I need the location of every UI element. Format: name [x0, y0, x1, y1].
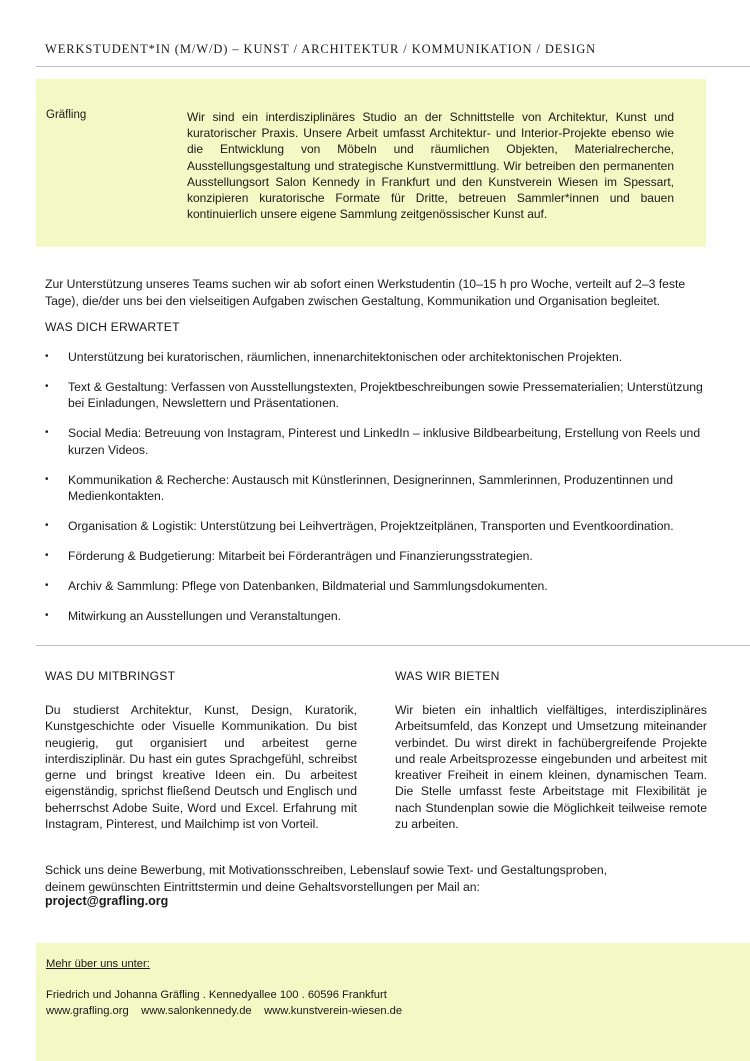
apply-line-1: Schick uns deine Bewerbung, mit Motivationsschreiben, Lebenslauf sowie Text- und Gestaltungsproben, [45, 863, 608, 877]
bring-heading: WAS DU MITBRINGST [45, 669, 176, 683]
header-divider [36, 66, 750, 67]
website-link-kunstverein[interactable]: www.kunstverein-wiesen.de [264, 1005, 403, 1017]
list-item: • Social Media: Betreuung von Instagram, Pinterest und LinkedIn – inklusive Bildbearbeitung, Erstellung von Reels und kurzen Videos. [45, 425, 705, 458]
page-title: WERKSTUDENT*IN (M/W/D) – KUNST / ARCHITEKTUR / KOMMUNIKATION / DESIGN [45, 42, 597, 56]
list-item: • Kommunikation & Recherche: Austausch mit Künstlerinnen, Designerinnen, Sammlerinnen, Produzentinnen und Medienkontakten. [45, 472, 705, 505]
expect-list [45, 349, 705, 638]
bring-text: Du studierst Architektur, Kunst, Design, Kuratorik, Kunstgeschichte oder Visuelle Kommunikation. Du bist neugierig, gut organisiert und arbeitest gerne interdisziplinär. Du hast ein gutes Sprachgefühl, schreibst gerne und bringst kreative Ideen ein. Du arbeitest eigenständig, sprichst fließend Deutsch und Englisch und beherrschst Adobe Suite, Word und Excel. Erfahrung mit Instagram, Pinterest, und Mailchimp ist von Vorteil. [45, 703, 357, 832]
apply-line-2: deinem gewünschten Eintrittstermin und deine Gehaltsvorstellungen per Mail an: [45, 879, 480, 894]
section-divider [36, 645, 750, 646]
list-item: • Unterstützung bei kuratorischen, räumlichen, innenarchitektonischen oder architektonischen Projekten. [45, 349, 705, 365]
footer-address: Friedrich und Johanna Gräfling . Kennedyallee 100 . 60596 Frankfurt [46, 989, 387, 1001]
search-line-2: Tage), die/der uns bei den vielseitigen Aufgaben zwischen Gestaltung, Kommunikation und Organisation begleitet. [45, 293, 661, 308]
search-line-1: Zur Unterstützung unseres Teams suchen wir ab sofort einen Werkstudentin (10–15 h pro Woche, verteilt auf 2–3 feste [45, 277, 686, 291]
studio-name: Gräfling [46, 109, 87, 121]
search-paragraph [45, 276, 685, 310]
expect-heading: WAS DICH ERWARTET [45, 320, 180, 334]
footer-box [36, 943, 750, 1061]
offer-text: Wir bieten ein inhaltlich vielfältiges, interdisziplinäres Arbeitsumfeld, das Konzept und Umsetzung miteinander verbindet. Du wirst direkt in fachübergreifende Projekte und reale Arbeitsprozesse eingebunden und arbeitest mit kreativer Freiheit in einem kleinen, dynamischen Team. Die Stelle umfasst feste Arbeitstage mit Flexibilität je nach Stundenplan sowie die Möglichkeit teilweise remote zu arbeiten. [395, 703, 707, 832]
list-item: • Text & Gestaltung: Verfassen von Ausstellungstexten, Projektbeschreibungen sowie Pressematerialien; Unterstützung bei Einladungen, Newslettern und Präsentationen. [45, 379, 705, 412]
website-link-grafling[interactable]: www.grafling.org [46, 1005, 129, 1017]
apply-paragraph [45, 862, 607, 896]
more-about-link[interactable]: Mehr über uns unter: [46, 958, 150, 970]
list-item: • Mitwirkung an Ausstellungen und Veranstaltungen. [45, 608, 705, 624]
website-link-salonkennedy[interactable]: www.salonkennedy.de [141, 1005, 252, 1017]
list-item: • Archiv & Sammlung: Pflege von Datenbanken, Bildmaterial und Sammlungsdokumenten. [45, 578, 705, 594]
list-item: • Förderung & Budgetierung: Mitarbeit bei Förderanträgen und Finanzierungsstrategien. [45, 548, 705, 564]
intro-text: Wir sind ein interdisziplinäres Studio an der Schnittstelle von Architektur, Kunst und kuratorischer Praxis. Unsere Arbeit umfasst Architektur- und Interior-Projekte ebenso wie die Entwicklung von Möbeln und räumlichen Objekten, Materialrecherche, Ausstellungsgestaltung und strategische Kunstvermittlung. Wir betreiben den permanenten Ausstellungsort Salon Kennedy in Frankfurt und den Kunstverein Wiesen im Spessart, konzipieren kuratorische Formate für Dritte, betreuen Sammler*innen und bauen kontinuierlich unsere eigene Sammlung zeitgenössischer Kunst auf. [187, 110, 674, 222]
email-link[interactable]: project@grafling.org [45, 894, 169, 908]
footer-sites [46, 1005, 402, 1017]
intro-box [36, 79, 706, 247]
list-item: • Organisation & Logistik: Unterstützung bei Leihverträgen, Projektzeitplänen, Transporten und Eventkoordination. [45, 518, 705, 534]
offer-heading: WAS WIR BIETEN [395, 669, 500, 683]
